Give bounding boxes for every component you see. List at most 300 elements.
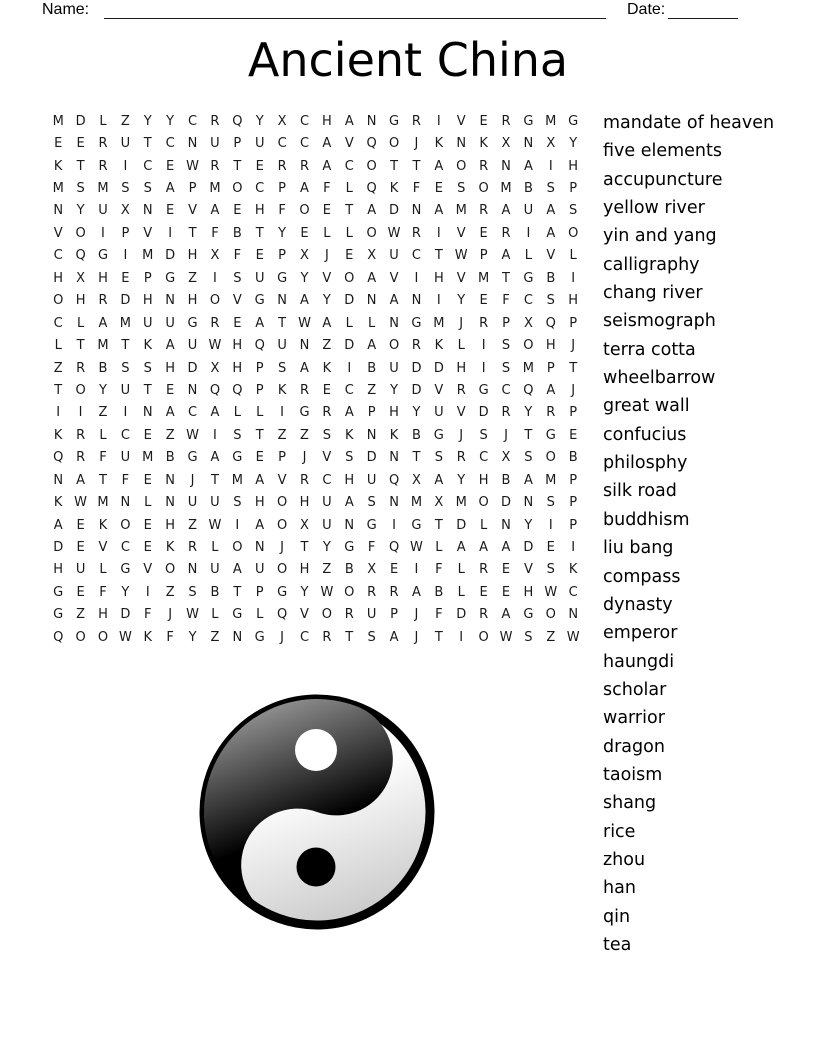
grid-letter: E xyxy=(233,203,242,219)
grid-letter: Z xyxy=(322,338,332,354)
grid-letter: R xyxy=(277,158,287,174)
grid-letter: Q xyxy=(545,315,556,331)
grid-letter: M xyxy=(97,181,109,197)
grid-letter: X xyxy=(367,248,377,264)
word-item: wheelbarrow xyxy=(603,368,716,389)
grid-letter: N xyxy=(142,203,153,219)
grid-letter: E xyxy=(54,136,63,152)
grid-letter: K xyxy=(479,136,488,152)
grid-letter: U xyxy=(389,248,399,264)
grid-letter: P xyxy=(188,181,197,197)
grid-letter: O xyxy=(75,225,86,241)
grid-letter: L xyxy=(211,540,219,556)
grid-letter: C xyxy=(322,472,332,488)
grid-letter: C xyxy=(411,248,421,264)
grid-letter: M xyxy=(433,315,445,331)
grid-letter: C xyxy=(188,113,198,129)
grid-letter: E xyxy=(255,450,264,466)
grid-letter: I xyxy=(123,405,128,421)
grid-letter: J xyxy=(414,136,419,152)
grid-letter: U xyxy=(366,607,377,623)
grid-letter: R xyxy=(98,158,108,174)
grid-letter: N xyxy=(568,607,579,623)
grid-letter: B xyxy=(411,427,421,443)
grid-letter: A xyxy=(322,136,332,152)
grid-letter: A xyxy=(389,629,399,645)
grid-letter: N xyxy=(254,540,265,556)
grid-letter: B xyxy=(367,360,377,376)
grid-letter: H xyxy=(568,293,579,309)
grid-letter: K xyxy=(389,181,399,197)
grid-letter: O xyxy=(545,450,556,466)
grid-letter: C xyxy=(479,450,489,466)
word-item: seismograph xyxy=(603,311,716,332)
grid-letter: I xyxy=(280,405,285,421)
grid-letter: O xyxy=(299,203,310,219)
grid-letter: G xyxy=(545,427,556,443)
grid-letter: A xyxy=(367,338,377,354)
grid-letter: M xyxy=(209,181,221,197)
grid-letter: D xyxy=(187,360,198,376)
grid-letter: M xyxy=(142,450,154,466)
grid-letter: W xyxy=(544,584,558,600)
grid-letter: E xyxy=(166,203,175,219)
grid-letter: T xyxy=(524,427,533,443)
grid-letter: O xyxy=(232,181,243,197)
grid-letter: R xyxy=(501,225,511,241)
grid-letter: T xyxy=(255,225,264,241)
grid-letter: D xyxy=(389,203,400,219)
grid-letter: F xyxy=(502,293,510,309)
grid-letter: A xyxy=(210,405,220,421)
word-item: yellow river xyxy=(603,198,705,219)
grid-letter: F xyxy=(367,540,376,556)
grid-letter: V xyxy=(456,405,466,421)
grid-letter: G xyxy=(165,270,176,286)
word-item: warrior xyxy=(603,708,665,729)
grid-letter: V xyxy=(143,225,153,241)
grid-letter: A xyxy=(434,158,444,174)
grid-letter: N xyxy=(501,517,511,533)
grid-letter: A xyxy=(165,181,175,197)
grid-letter: Q xyxy=(232,382,243,398)
grid-letter: Y xyxy=(524,517,533,533)
grid-letter: P xyxy=(569,181,578,197)
grid-letter: M xyxy=(119,315,131,331)
word-item: qin xyxy=(603,906,631,927)
word-item: shang xyxy=(603,793,657,814)
grid-letter: C xyxy=(344,158,354,174)
grid-letter: L xyxy=(345,315,353,331)
grid-letter: W xyxy=(118,629,132,645)
grid-letter: L xyxy=(99,427,107,443)
grid-letter: U xyxy=(254,270,265,286)
grid-letter: K xyxy=(568,562,578,578)
grid-letter: O xyxy=(568,225,579,241)
grid-letter: P xyxy=(569,472,578,488)
grid-letter: C xyxy=(277,136,287,152)
grid-letter: N xyxy=(389,495,399,511)
grid-letter: D xyxy=(53,540,64,556)
grid-letter: I xyxy=(459,629,464,645)
grid-letter: J xyxy=(190,472,195,488)
grid-letter: H xyxy=(75,293,86,309)
grid-letter: O xyxy=(388,136,400,152)
grid-letter: I xyxy=(481,360,486,376)
grid-letter: T xyxy=(233,158,242,174)
grid-letter: U xyxy=(120,382,131,398)
grid-letter: C xyxy=(53,315,63,331)
grid-letter: R xyxy=(479,562,489,578)
grid-letter: L xyxy=(256,405,264,421)
grid-letter: U xyxy=(165,315,175,331)
word-item: accupuncture xyxy=(603,169,723,190)
grid-letter: X xyxy=(210,360,220,376)
grid-letter: L xyxy=(457,338,465,354)
grid-letter: S xyxy=(121,360,130,376)
grid-letter: Q xyxy=(388,540,400,556)
grid-letter: X xyxy=(501,450,511,466)
grid-letter: O xyxy=(478,629,489,645)
grid-letter: X xyxy=(300,248,309,264)
grid-letter: V xyxy=(277,472,287,488)
grid-letter: K xyxy=(322,360,332,376)
grid-letter: N xyxy=(389,315,399,331)
grid-letter: T xyxy=(76,338,85,354)
word-item: terra cotta xyxy=(603,339,696,360)
grid-letter: Y xyxy=(569,136,578,152)
grid-letter: M xyxy=(52,113,64,129)
grid-letter: T xyxy=(255,427,264,443)
grid-letter: H xyxy=(98,270,108,286)
grid-letter: R xyxy=(210,158,220,174)
grid-letter: U xyxy=(277,338,287,354)
grid-letter: L xyxy=(233,405,241,421)
grid-letter: R xyxy=(367,584,377,600)
grid-letter: R xyxy=(210,113,220,129)
grid-letter: R xyxy=(76,360,86,376)
grid-letter: U xyxy=(187,495,198,511)
grid-letter: S xyxy=(76,181,85,197)
grid-letter: H xyxy=(187,293,198,309)
grid-letter: F xyxy=(412,181,421,197)
grid-letter: O xyxy=(75,382,86,398)
grid-letter: Z xyxy=(188,270,197,286)
grid-letter: N xyxy=(53,203,64,219)
grid-letter: P xyxy=(278,248,287,264)
grid-letter: F xyxy=(278,203,286,219)
grid-letter: A xyxy=(322,315,332,331)
grid-letter: R xyxy=(76,450,86,466)
grid-letter: Y xyxy=(166,113,175,129)
grid-letter: C xyxy=(299,136,310,152)
grid-letter: Z xyxy=(165,427,175,443)
word-item: rice xyxy=(603,821,636,842)
grid-letter: Z xyxy=(98,405,108,421)
grid-letter: J xyxy=(302,450,307,466)
grid-letter: L xyxy=(457,562,465,578)
grid-letter: U xyxy=(434,405,444,421)
grid-letter: A xyxy=(210,450,220,466)
grid-letter: P xyxy=(278,450,287,466)
grid-letter: Z xyxy=(546,629,556,645)
grid-letter: O xyxy=(478,181,489,197)
grid-letter: C xyxy=(568,584,578,600)
grid-letter: A xyxy=(367,270,377,286)
grid-letter: P xyxy=(255,360,264,376)
grid-letter: P xyxy=(367,405,376,421)
grid-letter: C xyxy=(53,248,63,264)
grid-letter: Q xyxy=(366,181,377,197)
grid-letter: S xyxy=(501,338,511,354)
grid-letter: A xyxy=(255,315,265,331)
grid-letter: J xyxy=(280,629,285,645)
grid-letter: D xyxy=(478,405,489,421)
grid-letter: A xyxy=(523,158,533,174)
grid-letter: Z xyxy=(277,427,287,443)
grid-letter: S xyxy=(546,562,555,578)
grid-letter: N xyxy=(187,562,198,578)
grid-letter: R xyxy=(389,584,399,600)
grid-letter: Y xyxy=(457,293,466,309)
grid-letter: T xyxy=(188,225,197,241)
grid-letter: T xyxy=(143,136,152,152)
grid-letter: W xyxy=(298,315,311,331)
grid-letter: I xyxy=(436,293,441,309)
grid-letter: X xyxy=(523,315,533,331)
grid-letter: Q xyxy=(53,450,64,466)
grid-letter: I xyxy=(481,338,486,354)
grid-letter: S xyxy=(569,203,578,219)
grid-letter: E xyxy=(255,248,264,264)
grid-letter: Y xyxy=(143,113,152,129)
grid-letter: A xyxy=(389,293,399,309)
grid-letter: S xyxy=(457,181,466,197)
word-item: philosphy xyxy=(603,453,688,474)
grid-letter: U xyxy=(322,495,332,511)
word-item: scholar xyxy=(603,679,667,700)
word-item: taoism xyxy=(603,764,663,785)
grid-letter: O xyxy=(165,562,176,578)
grid-letter: A xyxy=(501,248,511,264)
name-label: Name: xyxy=(42,1,90,18)
grid-letter: U xyxy=(75,562,86,578)
grid-letter: E xyxy=(166,382,175,398)
grid-letter: W xyxy=(387,225,401,241)
grid-letter: I xyxy=(548,158,553,174)
grid-letter: O xyxy=(232,540,243,556)
grid-letter: Y xyxy=(322,540,331,556)
grid-letter: Q xyxy=(366,136,377,152)
grid-letter: L xyxy=(569,248,577,264)
grid-letter: K xyxy=(277,382,287,398)
yin-dot xyxy=(297,848,336,887)
grid-letter: G xyxy=(53,584,64,600)
grid-letter: H xyxy=(523,584,534,600)
grid-letter: M xyxy=(500,181,512,197)
grid-letter: K xyxy=(98,517,108,533)
grid-letter: H xyxy=(321,113,332,129)
grid-letter: H xyxy=(254,203,265,219)
grid-letter: T xyxy=(54,382,63,398)
grid-letter: Z xyxy=(210,629,220,645)
grid-letter: N xyxy=(277,293,287,309)
grid-letter: A xyxy=(300,181,309,197)
grid-letter: R xyxy=(456,450,466,466)
grid-letter: D xyxy=(456,607,467,623)
grid-letter: N xyxy=(187,382,198,398)
grid-letter: I xyxy=(414,562,419,578)
grid-letter: F xyxy=(166,629,174,645)
grid-letter: I xyxy=(78,405,83,421)
grid-letter: Z xyxy=(120,113,130,129)
grid-letter: U xyxy=(98,203,108,219)
grid-letter: C xyxy=(165,136,175,152)
grid-letter: S xyxy=(546,181,555,197)
grid-letter: E xyxy=(76,584,85,600)
grid-letter: A xyxy=(255,472,265,488)
grid-letter: C xyxy=(501,382,511,398)
grid-letter: U xyxy=(120,136,131,152)
grid-letter: K xyxy=(434,136,444,152)
grid-letter: O xyxy=(276,517,288,533)
grid-letter: N xyxy=(53,472,64,488)
grid-letter: A xyxy=(546,382,556,398)
grid-letter: X xyxy=(501,136,511,152)
grid-letter: T xyxy=(300,540,309,556)
grid-letter: D xyxy=(120,293,131,309)
grid-letter: X xyxy=(434,495,444,511)
grid-letter: J xyxy=(504,427,508,443)
grid-letter: R xyxy=(188,540,198,556)
word-item: compass xyxy=(603,566,681,587)
grid-letter: Y xyxy=(121,584,130,600)
grid-letter: Q xyxy=(232,113,243,129)
word-item: five elements xyxy=(603,141,722,162)
grid-letter: L xyxy=(144,495,152,511)
grid-letter: H xyxy=(53,270,64,286)
grid-letter: H xyxy=(344,472,355,488)
grid-letter: R xyxy=(322,629,332,645)
grid-letter: P xyxy=(569,495,578,511)
grid-letter: W xyxy=(566,629,580,645)
grid-letter: V xyxy=(344,136,354,152)
word-item: calligraphy xyxy=(603,254,700,275)
grid-letter: A xyxy=(300,293,309,309)
grid-letter: A xyxy=(456,540,466,556)
grid-letter: A xyxy=(546,203,556,219)
grid-letter: V xyxy=(456,113,466,129)
grid-letter: I xyxy=(571,540,576,556)
grid-letter: D xyxy=(433,360,444,376)
grid-letter: A xyxy=(344,495,354,511)
grid-letter: B xyxy=(434,584,444,600)
grid-letter: G xyxy=(411,315,422,331)
grid-letter: T xyxy=(390,158,399,174)
grid-letter: A xyxy=(501,540,511,556)
grid-letter: S xyxy=(233,427,242,443)
grid-letter: T xyxy=(434,517,443,533)
grid-letter: S xyxy=(188,584,197,600)
word-item: dragon xyxy=(603,736,665,757)
grid-letter: Q xyxy=(53,629,64,645)
grid-letter: I xyxy=(548,517,553,533)
grid-letter: F xyxy=(435,562,443,578)
grid-letter: E xyxy=(255,158,264,174)
grid-letter: L xyxy=(368,315,376,331)
grid-letter: R xyxy=(76,427,86,443)
grid-letter: D xyxy=(523,540,534,556)
word-item: silk road xyxy=(603,481,677,502)
grid-letter: A xyxy=(165,405,175,421)
grid-letter: R xyxy=(98,136,108,152)
grid-letter: G xyxy=(523,607,534,623)
word-item: yin and yang xyxy=(603,226,717,247)
grid-letter: G xyxy=(411,517,422,533)
grid-letter: U xyxy=(254,136,265,152)
grid-letter: O xyxy=(276,495,288,511)
grid-letter: G xyxy=(366,517,377,533)
word-item: haungdi xyxy=(603,651,675,672)
grid-letter: M xyxy=(522,360,534,376)
grid-letter: S xyxy=(479,427,488,443)
grid-letter: E xyxy=(546,540,555,556)
grid-letter: T xyxy=(345,203,354,219)
grid-letter: T xyxy=(233,584,242,600)
grid-letter: U xyxy=(210,136,220,152)
grid-letter: G xyxy=(187,450,198,466)
grid-letter: R xyxy=(299,382,310,398)
grid-letter: V xyxy=(188,203,197,219)
grid-letter: P xyxy=(143,270,152,286)
grid-letter: G xyxy=(568,113,579,129)
grid-letter: Q xyxy=(75,248,86,264)
grid-letter: Z xyxy=(53,360,63,376)
grid-letter: O xyxy=(545,607,556,623)
grid-letter: T xyxy=(502,270,510,286)
yang-dot xyxy=(295,729,337,771)
word-search-grid xyxy=(47,110,584,649)
grid-letter: R xyxy=(299,158,310,174)
grid-letter: I xyxy=(123,248,128,264)
grid-letter: W xyxy=(186,158,199,174)
grid-letter: W xyxy=(410,540,423,556)
grid-letter: H xyxy=(545,338,556,354)
grid-letter: S xyxy=(143,360,152,376)
grid-letter: E xyxy=(501,562,511,578)
grid-letter: Z xyxy=(188,517,197,533)
grid-letter: S xyxy=(367,629,376,645)
grid-letter: W xyxy=(499,629,513,645)
grid-letter: F xyxy=(99,584,107,600)
grid-letter: P xyxy=(569,517,578,533)
grid-letter: N xyxy=(366,427,377,443)
grid-letter: A xyxy=(501,607,511,623)
grid-letter: B xyxy=(165,450,175,466)
grid-letter: W xyxy=(454,248,468,264)
grid-letter: L xyxy=(524,248,533,264)
grid-letter: G xyxy=(344,540,355,556)
grid-letter: J xyxy=(459,315,464,331)
grid-letter: H xyxy=(433,270,444,286)
grid-letter: U xyxy=(210,562,220,578)
grid-letter: U xyxy=(120,450,131,466)
grid-letter: D xyxy=(344,293,355,309)
grid-letter: T xyxy=(121,338,130,354)
grid-letter: H xyxy=(232,360,243,376)
grid-letter: S xyxy=(367,495,376,511)
grid-letter: D xyxy=(120,607,131,623)
